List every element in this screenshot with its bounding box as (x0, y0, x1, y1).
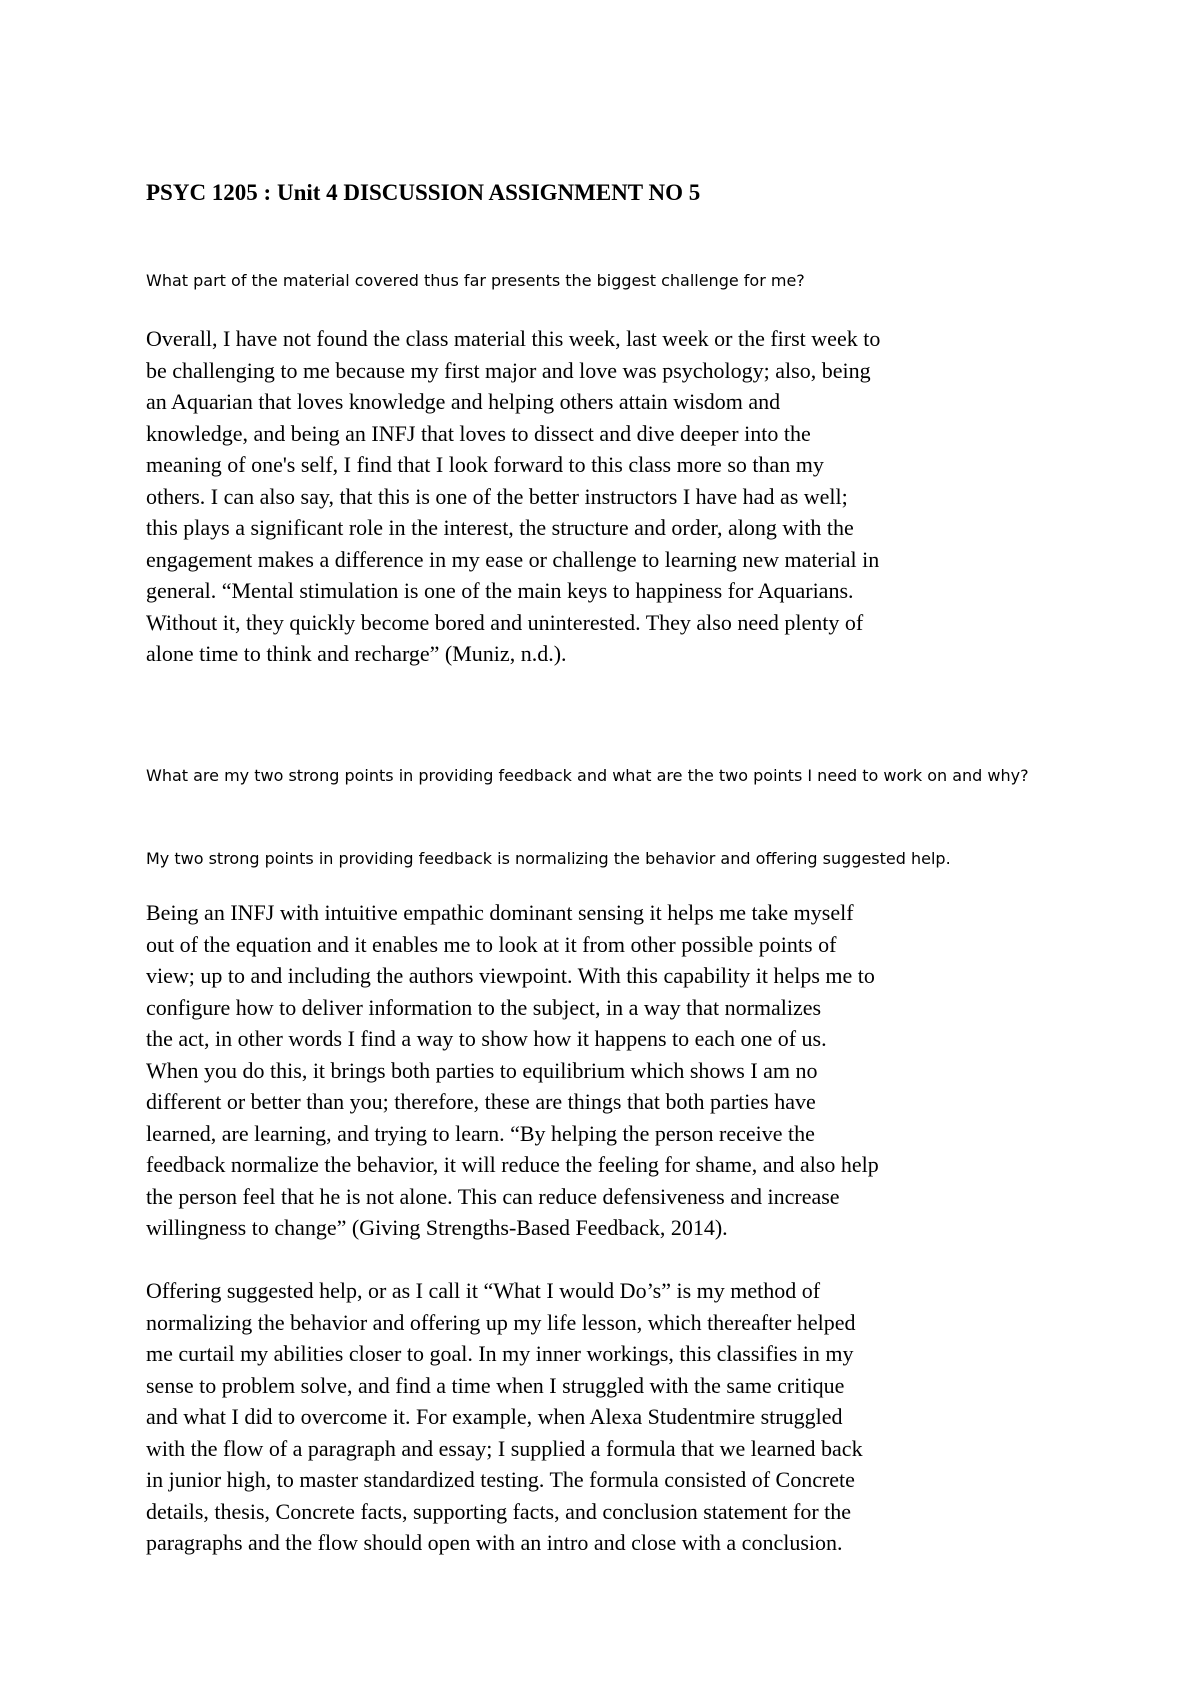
paragraph-line: different or better than you; therefore, these are things that both parties have (146, 1089, 816, 1114)
question-feedback: What are my two strong points in providing feedback and what are the two points I need to work on and why? (146, 766, 1029, 785)
document-title: PSYC 1205 : Unit 4 DISCUSSION ASSIGNMENT NO 5 (146, 180, 701, 205)
paragraph-line: meaning of one's self, I find that I look forward to this class more so than my (146, 452, 824, 477)
paragraph-line: the person feel that he is not alone. This can reduce defensiveness and increase (146, 1183, 840, 1209)
paragraph-line: knowledge, and being an INFJ that loves to dissect and dive deeper into the (146, 420, 811, 446)
paragraph-line: configure how to deliver information to the subject, in a way that normalizes (146, 994, 822, 1020)
paragraph-line: general. “Mental stimulation is one of the main keys to happiness for Aquarians. (146, 578, 854, 603)
paragraph-line: the act, in other words I find a way to show how it happens to each one of us. (146, 1026, 827, 1051)
paragraph-line: out of the equation and it enables me to look at it from other possible points of (146, 931, 837, 957)
paragraph-line: willingness to change” (Giving Strengths-Based Feedback, 2014). (146, 1215, 728, 1240)
paragraph-line: view; up to and including the authors viewpoint. With this capability it helps me to (146, 963, 875, 988)
paragraph-line: Offering suggested help, or as I call it “What I would Do’s” is my method of (146, 1278, 821, 1303)
paragraph-line: normalizing the behavior and offering up my life lesson, which thereafter helped (146, 1309, 856, 1335)
paragraph-line: and what I did to overcome it. For example, when Alexa Studentmire struggled (146, 1404, 843, 1429)
paragraph-line: others. I can also say, that this is one of the better instructors I have had as well; (146, 483, 848, 509)
paragraph-line: an Aquarian that loves knowledge and helping others attain wisdom and (146, 389, 781, 414)
paragraph-line: be challenging to me because my first major and love was psychology; also, being (146, 357, 871, 383)
paragraph-line: Without it, they quickly become bored and uninterested. They also need plenty of (146, 609, 864, 635)
answer-suggested-help-paragraph (146, 1275, 1076, 1559)
paragraph-line: paragraphs and the flow should open with an intro and close with a conclusion. (146, 1530, 843, 1555)
question-challenge: What part of the material covered thus far presents the biggest challenge for me? (146, 271, 805, 290)
paragraph-line: feedback normalize the behavior, it will reduce the feeling for shame, and also help (146, 1152, 879, 1177)
paragraph-line: sense to problem solve, and find a time when I struggled with the same critique (146, 1372, 845, 1398)
paragraph-line: me curtail my abilities closer to goal. In my inner workings, this classifies in my (146, 1341, 854, 1366)
answer-feedback-paragraph (146, 897, 1076, 1244)
answer-feedback-intro: My two strong points in providing feedback is normalizing the behavior and offering suggested help. (146, 849, 951, 868)
paragraph-line: with the flow of a paragraph and essay; I supplied a formula that we learned back (146, 1435, 863, 1461)
paragraph-line: engagement makes a difference in my ease or challenge to learning new material in (146, 546, 880, 572)
paragraph-line: in junior high, to master standardized testing. The formula consisted of Concrete (146, 1467, 855, 1492)
paragraph-line: details, thesis, Concrete facts, supporting facts, and conclusion statement for the (146, 1498, 852, 1524)
paragraph-line: Overall, I have not found the class material this week, last week or the first week to (146, 326, 881, 351)
paragraph-line: learned, are learning, and trying to learn. “By helping the person receive the (146, 1120, 815, 1146)
answer-challenge-paragraph (146, 323, 1076, 670)
paragraph-line: this plays a significant role in the interest, the structure and order, along with the (146, 515, 854, 540)
paragraph-line: Being an INFJ with intuitive empathic dominant sensing it helps me take myself (146, 900, 854, 925)
paragraph-line: When you do this, it brings both parties to equilibrium which shows I am no (146, 1057, 818, 1083)
paragraph-line: alone time to think and recharge” (Muniz, n.d.). (146, 641, 567, 666)
